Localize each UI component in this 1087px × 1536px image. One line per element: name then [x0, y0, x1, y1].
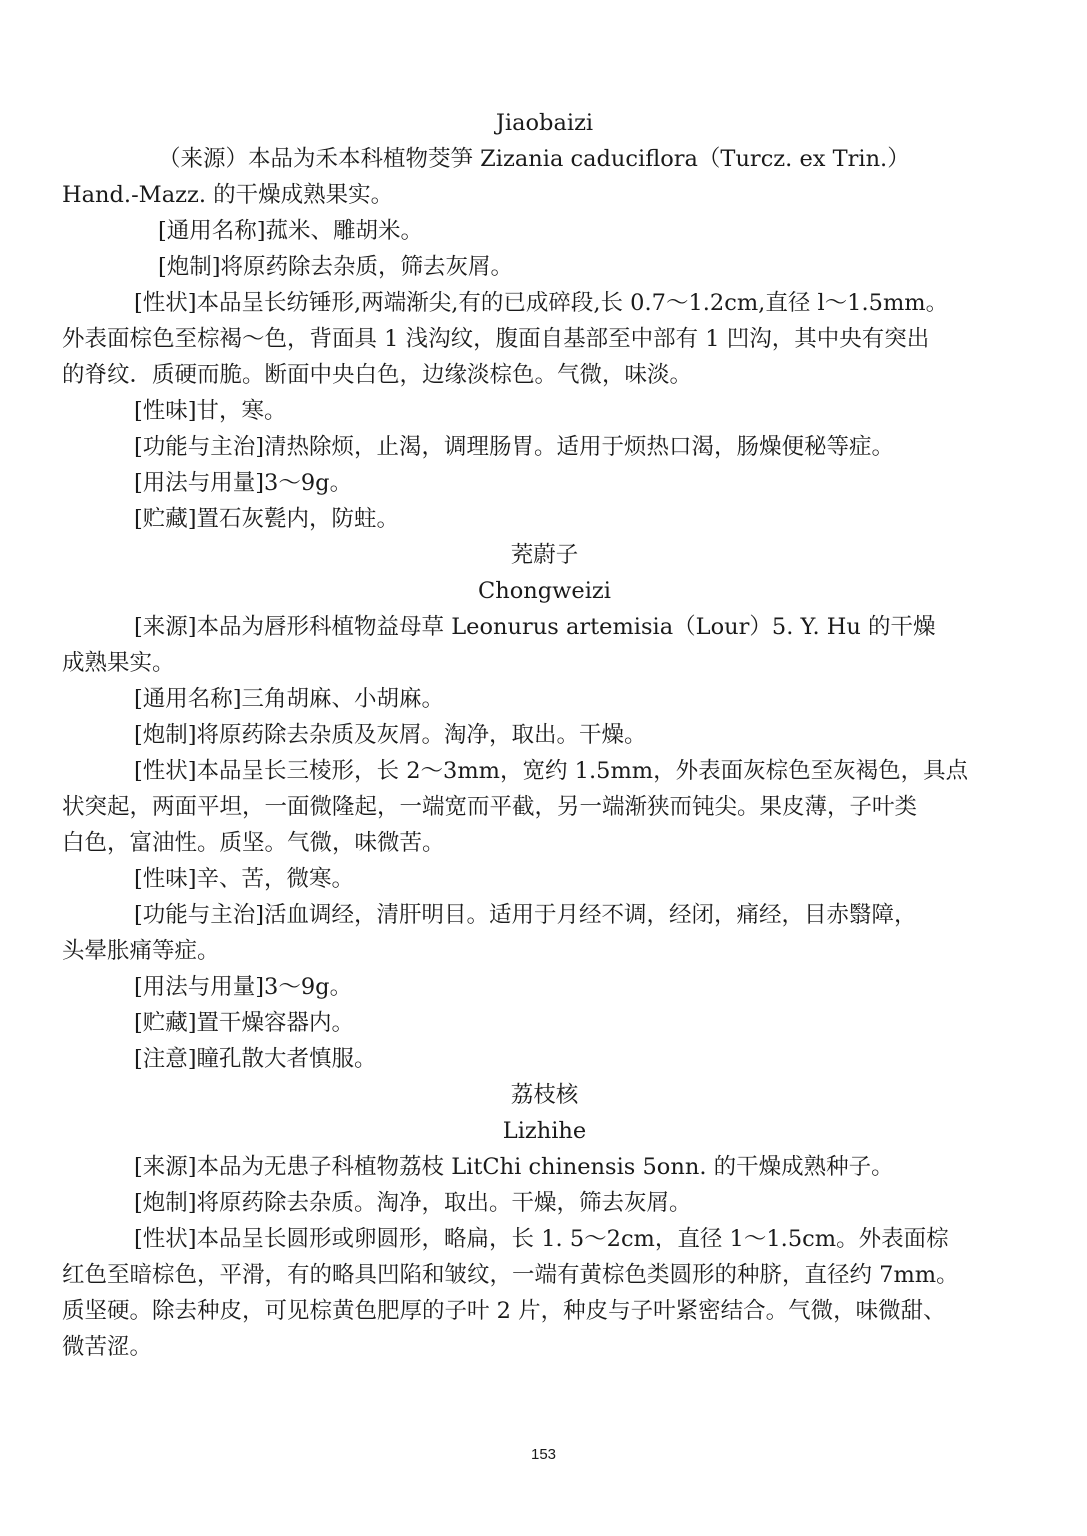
paragraph-line: [注意]瞳孔散大者慎服。	[134, 1046, 377, 1072]
paragraph-line: [性味]辛、苦，微寒。	[134, 866, 355, 892]
paragraph-line: [功能与主治]活血调经，清肝明目。适用于月经不调，经闭，痛经，目赤翳障，	[134, 902, 917, 928]
paragraph-line: [功能与主治]清热除烦，止渴，调理肠胃。适用于烦热口渴，肠燥便秘等症。	[134, 434, 895, 460]
paragraph-line: [性状]本品呈长纺锤形,两端渐尖,有的已成碎段,长 0.7～1.2cm,直径 l～1.5mm。	[134, 290, 949, 316]
paragraph-line: 状突起，两面平坦，一面微隆起，一端宽而平截，另一端渐狭而钝尖。果皮薄，子叶类	[62, 794, 918, 820]
paragraph-line: [性味]甘，寒。	[134, 398, 287, 424]
entry-title: 荔枝核	[510, 1082, 579, 1108]
paragraph-line: [通用名称]菰米、雕胡米。	[158, 218, 424, 244]
paragraph-line: [通用名称]三角胡麻、小胡麻。	[134, 686, 445, 712]
paragraph-line: [来源]本品为无患子科植物荔枝 LitChi chinensis 5onn. 的干燥成熟种子。	[134, 1154, 894, 1180]
entry-pinyin-title: Chongweizi	[478, 578, 611, 604]
paragraph-line: [贮藏]置石灰甏内，防蛀。	[134, 506, 400, 532]
paragraph-line: [贮藏]置干燥容器内。	[134, 1010, 355, 1036]
page-number: 153	[530, 1446, 557, 1463]
paragraph-line: [用法与用量]3～9g。	[134, 974, 353, 1000]
paragraph-line: [炮制]将原药除去杂质，筛去灰屑。	[158, 254, 514, 280]
paragraph-line: [用法与用量]3～9g。	[134, 470, 353, 496]
paragraph-line: 成熟果实。	[62, 650, 175, 676]
paragraph-line: [来源]本品为唇形科植物益母草 Leonurus artemisia（Lour）5. Y. Hu 的干燥	[134, 614, 936, 640]
paragraph-line: [性状]本品呈长三棱形，长 2～3mm，宽约 1.5mm，外表面灰棕色至灰褐色，具点	[134, 758, 969, 784]
paragraph-line: 的脊纹．质硬而脆。断面中央白色，边缘淡棕色。气微，味淡。	[62, 362, 693, 388]
paragraph-line: 头晕胀痛等症。	[62, 938, 220, 964]
paragraph-line: 红色至暗棕色，平滑，有的略具凹陷和皱纹，一端有黄棕色类圆形的种脐，直径约 7mm。	[62, 1262, 959, 1288]
paragraph-line: [炮制]将原药除去杂质。淘净，取出。干燥，筛去灰屑。	[134, 1190, 692, 1216]
document-body	[62, 105, 1027, 1365]
entry-pinyin-title: Lizhihe	[502, 1118, 587, 1144]
paragraph-line: Hand.-Mazz. 的干燥成熟果实。	[62, 182, 394, 208]
paragraph-line: （来源）本品为禾本科植物茭笋 Zizania caduciflora（Turcz. ex Trin.）	[158, 146, 910, 172]
entry-pinyin-title: Jiaobaizi	[495, 110, 594, 136]
paragraph-line: 外表面棕色至棕褐～色，背面具 1 浅沟纹，腹面自基部至中部有 1 凹沟，其中央有突出	[62, 326, 930, 352]
entry-title: 茺蔚子	[510, 542, 579, 568]
paragraph-line: 微苦涩。	[62, 1334, 153, 1360]
paragraph-line: 质坚硬。除去种皮，可见棕黄色肥厚的子叶 2 片，种皮与子叶紧密结合。气微，味微甜、	[62, 1298, 946, 1324]
paragraph-line: [性状]本品呈长圆形或卵圆形，略扁，长 1. 5～2cm，直径 1～1.5cm。外表面棕	[134, 1226, 949, 1252]
paragraph-line: [炮制]将原药除去杂质及灰屑。淘净，取出。干燥。	[134, 722, 647, 748]
paragraph-line: 白色，富油性。质坚。气微，味微苦。	[62, 830, 445, 856]
